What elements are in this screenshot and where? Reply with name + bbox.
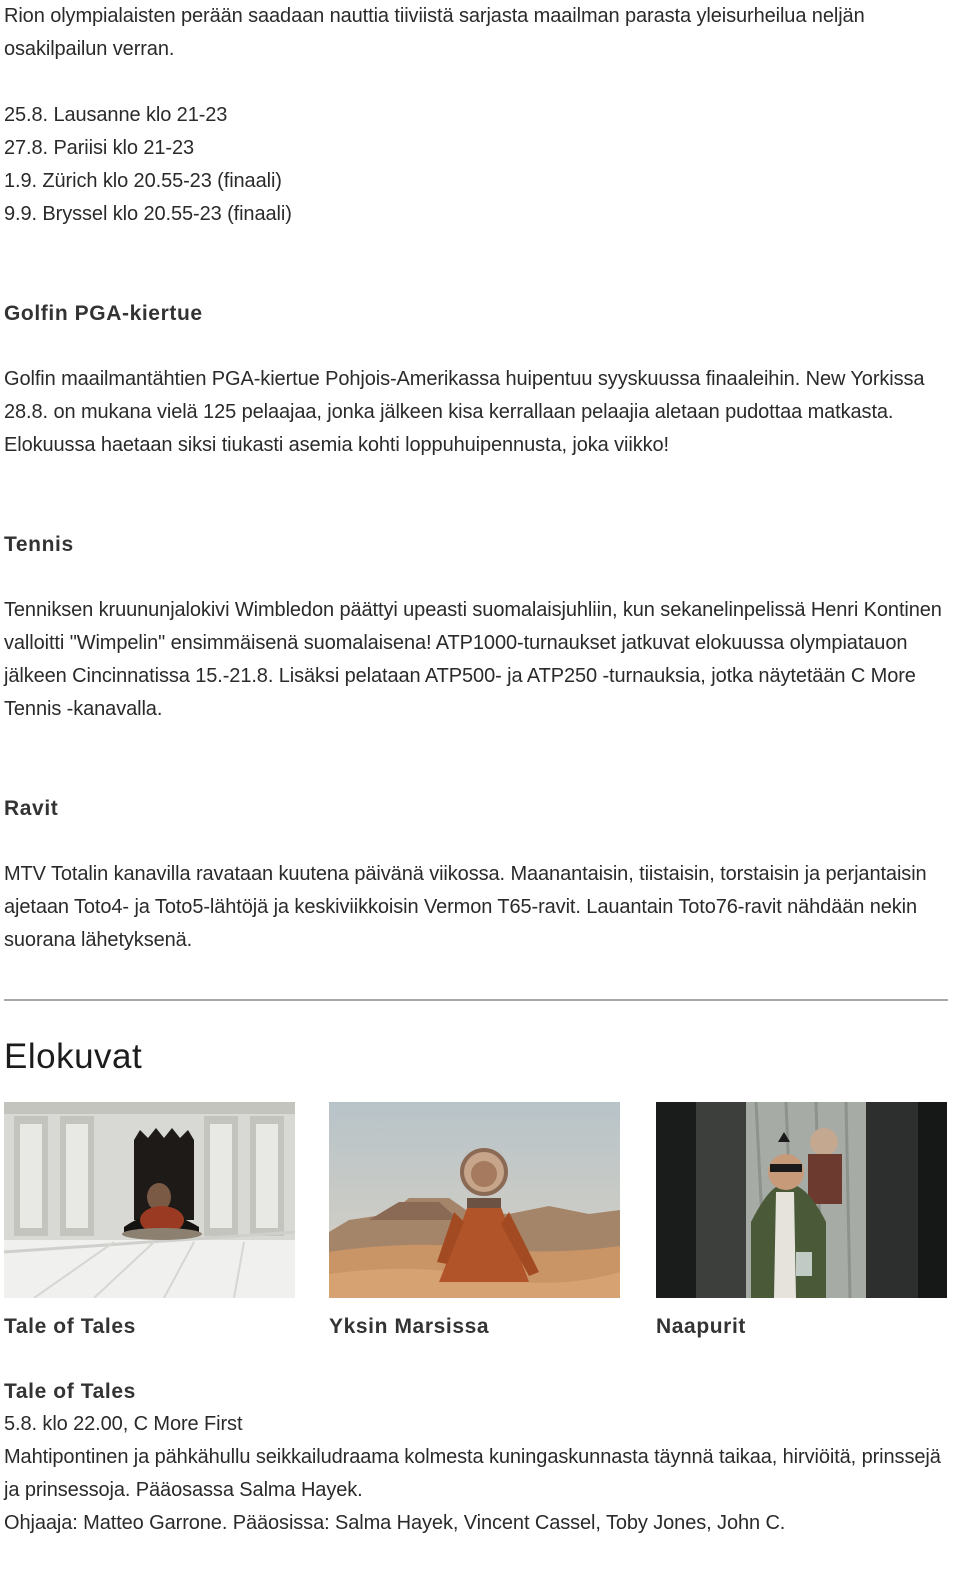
document-page [4, 0, 948, 1540]
tennis-text: Tenniksen kruununjalokivi Wimbledon päättyi upeasti suomalaisjuhliin, kun sekanelinpelissä Henri Kontinen valloitti "Wimpelin" ensimmäisenä suomalaisena! ATP1000-turnaukset jatkuvat elokuussa olympiatauon jälkeen Cincinnatissa 15.-21.8. Lisäksi pelataan ATP500- ja ATP250 -turnauksia, jotka näytetään C More Tennis -kanavalla. [4, 599, 942, 720]
movie-image-yksin-marsissa[interactable] [329, 1102, 620, 1298]
schedule-item-zurich: 1.9. Zürich klo 20.55-23 (finaali) [4, 170, 282, 192]
golf-text: Golfin maailmantähtien PGA-kiertue Pohjois-Amerikassa huipentuu syyskuussa finaaleihin. New Yorkissa 28.8. on mukana vielä 125 pelaajaa, jonka jälkeen kisa kerrallaan pelaajia aletaan pudottaa matkasta. Elokuussa haetaan siksi tiukasti asemia kohti loppuhuipennusta, joka viikko! [4, 368, 925, 456]
movie-image-naapurit[interactable] [656, 1102, 947, 1298]
movie-title-naapurit[interactable]: Naapurit [656, 1315, 746, 1338]
movie-gallery [4, 1102, 948, 1302]
movie-titles [4, 1302, 948, 1356]
movie-detail-title: Tale of Tales [4, 1380, 136, 1403]
tennis-heading: Tennis [4, 533, 74, 556]
schedule-item-bryssel: 9.9. Bryssel klo 20.55-23 (finaali) [4, 203, 292, 225]
movie-detail-credits: Ohjaaja: Matteo Garrone. Pääosissa: Salma Hayek, Vincent Cassel, Toby Jones, John C. [4, 1512, 786, 1534]
tale-of-tales-picture [4, 1102, 295, 1298]
movie-image-tale-of-tales[interactable] [4, 1102, 295, 1298]
golf-heading: Golfin PGA-kiertue [4, 302, 203, 325]
movie-detail-time: 5.8. klo 22.00, C More First [4, 1413, 243, 1435]
ravit-heading: Ravit [4, 797, 59, 820]
movie-detail-description: Mahtipontinen ja pähkähullu seikkailudraama kolmesta kuningaskunnasta täynnä taikaa, hirviöitä, prinssejä ja prinsessoja. Pääosassa Salma Hayek. [4, 1446, 941, 1501]
movie-title-tale-of-tales[interactable]: Tale of Tales [4, 1315, 136, 1338]
ravit-text: MTV Totalin kanavilla ravataan kuutena päivänä viikossa. Maanantaisin, tiistaisin, torstaisin ja perjantaisin ajetaan Toto4- ja Toto5-lähtöjä ja keskiviikkoisin Vermon T65-ravit. Lauantain Toto76-ravit nähdään nekin suorana lähetyksenä. [4, 863, 927, 951]
elokuvat-heading: Elokuvat [4, 1037, 143, 1076]
schedule-item-lausanne: 25.8. Lausanne klo 21-23 [4, 104, 228, 126]
movie-title-yksin-marsissa[interactable]: Yksin Marsissa [329, 1315, 490, 1338]
yksin-marsissa-picture [329, 1102, 620, 1298]
naapurit-picture [656, 1102, 947, 1298]
schedule-item-pariisi: 27.8. Pariisi klo 21-23 [4, 137, 195, 159]
intro-paragraph: Rion olympialaisten perään saadaan nauttia tiiviistä sarjasta maailman parasta yleisurheilua neljän osakilpailun verran. [4, 5, 865, 60]
